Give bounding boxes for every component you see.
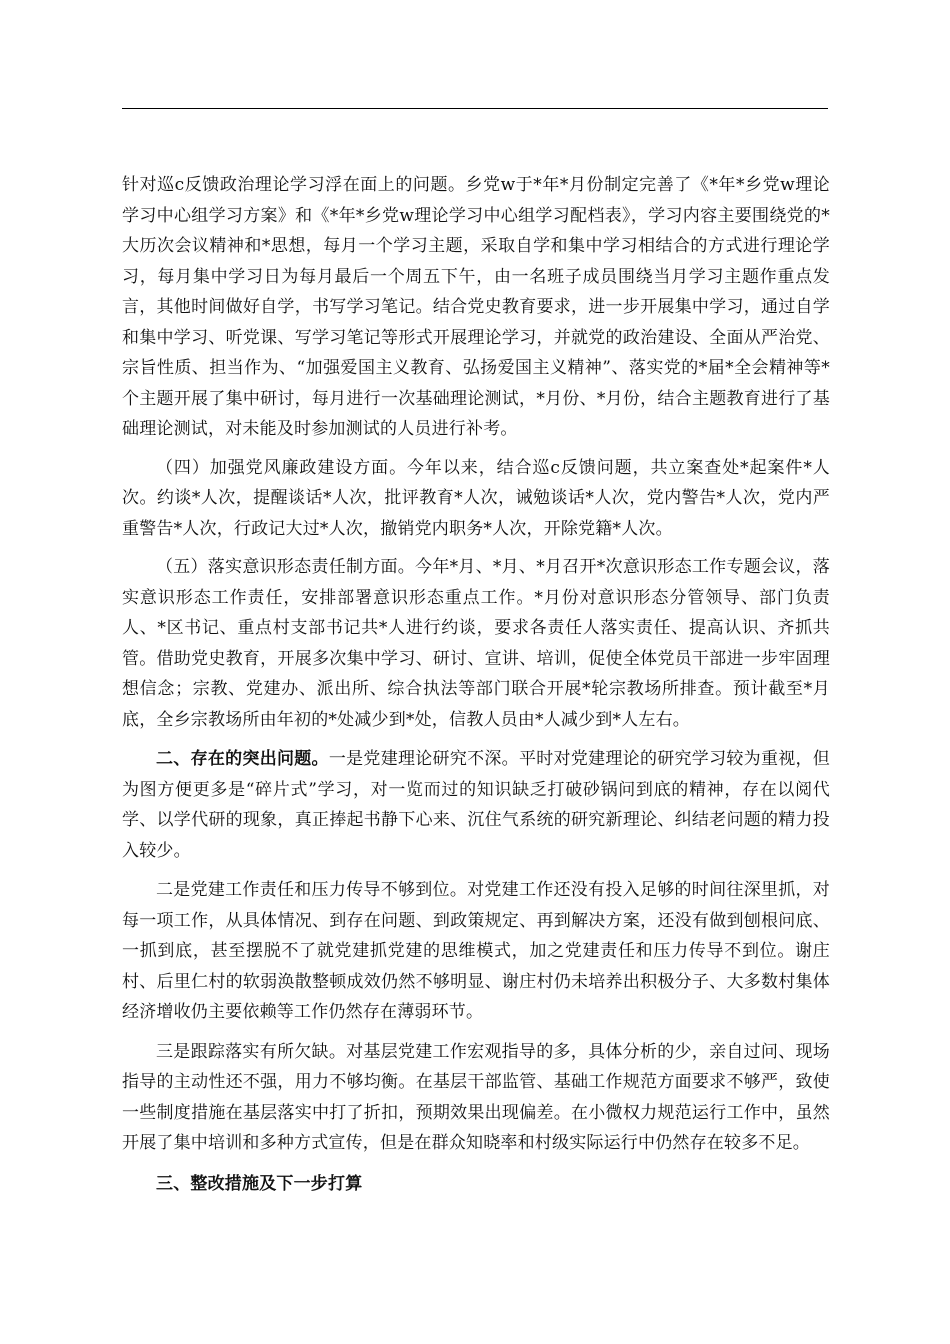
paragraph-ideology-responsibility: （五）落实意识形态责任制方面。今年*月、*月、*月召开*次意识形态工作专题会议，落实意识形态工作责任，安排部署意识形态重点工作。*月份对意识形态分管领导、部门负责人、*区书记、重点村支部书记共*人进行约谈，要求各责任人落实责任、提高认识、齐抓共管。借助党史教育，开展多次集中学习、研讨、宣讲、培训，促使全体党员干部进一步牢固理想信念；宗教、党建办、派出所、综合执法等部门联合开展*轮宗教场所排查。预计截至*月底，全乡宗教场所由年初的*处减少到*处，信教人员由*人减少到*人左右。 — [122, 557, 830, 730]
paragraph-responsibility-pressure: 二是党建工作责任和压力传导不够到位。对党建工作还没有投入足够的时间往深里抓，对每一项工作，从具体情况、到存在问题、到政策规定、再到解决方案，还没有做到刨根问底、一抓到底，甚至摆脱不了就党建抓党建的思维模式，加之党建责任和压力传导不到位。谢庄村、后里仁村的软弱涣散整顿成效仍然不够明显、谢庄村仍未培养出积极分子、大多数村集体经济增收仍主要依赖等工作仍然存在薄弱环节。 — [122, 880, 830, 1022]
document-body — [122, 170, 830, 1199]
paragraph-follow-up: 三是跟踪落实有所欠缺。对基层党建工作宏观指导的多，具体分析的少，亲自过问、现场指导的主动性还不强，用力不够均衡。在基层干部监管、基础工作规范方面要求不够严，致使一些制度措施在基层落实中打了折扣，预期效果出现偏差。在小微权力规范运行工作中，虽然开展了集中培训和多种方式宣传，但是在群众知晓率和村级实际运行中仍然存在较多不足。 — [122, 1041, 830, 1153]
paragraph-theory-study: 针对巡c反馈政治理论学习浮在面上的问题。乡党w于*年*月份制定完善了《*年*乡党w理论学习中心组学习方案》和《*年*乡党w理论学习中心组学习配档表》，学习内容主要围绕党的*大历次会议精神和*思想，每月一个学习主题，采取自学和集中学习相结合的方式进行理论学习，每月集中学习日为每月最后一个周五下午，由一名班子成员围绕当月学习主题作重点发言，其他时间做好自学，书写学习笔记。结合党史教育要求，进一步开展集中学习，通过自学和集中学习、听党课、写学习笔记等形式开展理论学习，并就党的政治建设、全面从严治党、宗旨性质、担当作为、“加强爱国主义教育、弘扬爱国主义精神”、落实党的*届*全会精神等*个主题开展了集中研讨，每月进行一次基础理论测试，*月份、*月份，结合主题教育进行了基础理论测试，对未能及时参加测试的人员进行补考。 — [122, 175, 830, 439]
problems-body-text: 一是党建理论研究不深。平时对党建理论的研究学习较为重视，但为图方便更多是“碎片式”学习，对一览而过的知识缺乏打破砂锅问到底的精神，存在以阅代学、以学代研的现象，真正捧起书静下心来、沉住气系统的研究新理论、纠结老问题的精力投入较少。 — [122, 749, 830, 861]
section-heading-rectification: 三、整改措施及下一步打算 — [156, 1173, 363, 1194]
paragraph-integrity-building: （四）加强党风廉政建设方面。今年以来，结合巡c反馈问题，共立案查处*起案件*人次。约谈*人次，提醒谈话*人次，批评教育*人次，诫勉谈话*人次，党内警告*人次，党内严重警告*人次，行政记大过*人次，撤销党内职务*人次，开除党籍*人次。 — [122, 457, 830, 539]
header-rule — [122, 108, 828, 109]
section-heading-problems: 二、存在的突出问题。 — [156, 749, 329, 769]
paragraph-outstanding-problems — [122, 744, 830, 866]
